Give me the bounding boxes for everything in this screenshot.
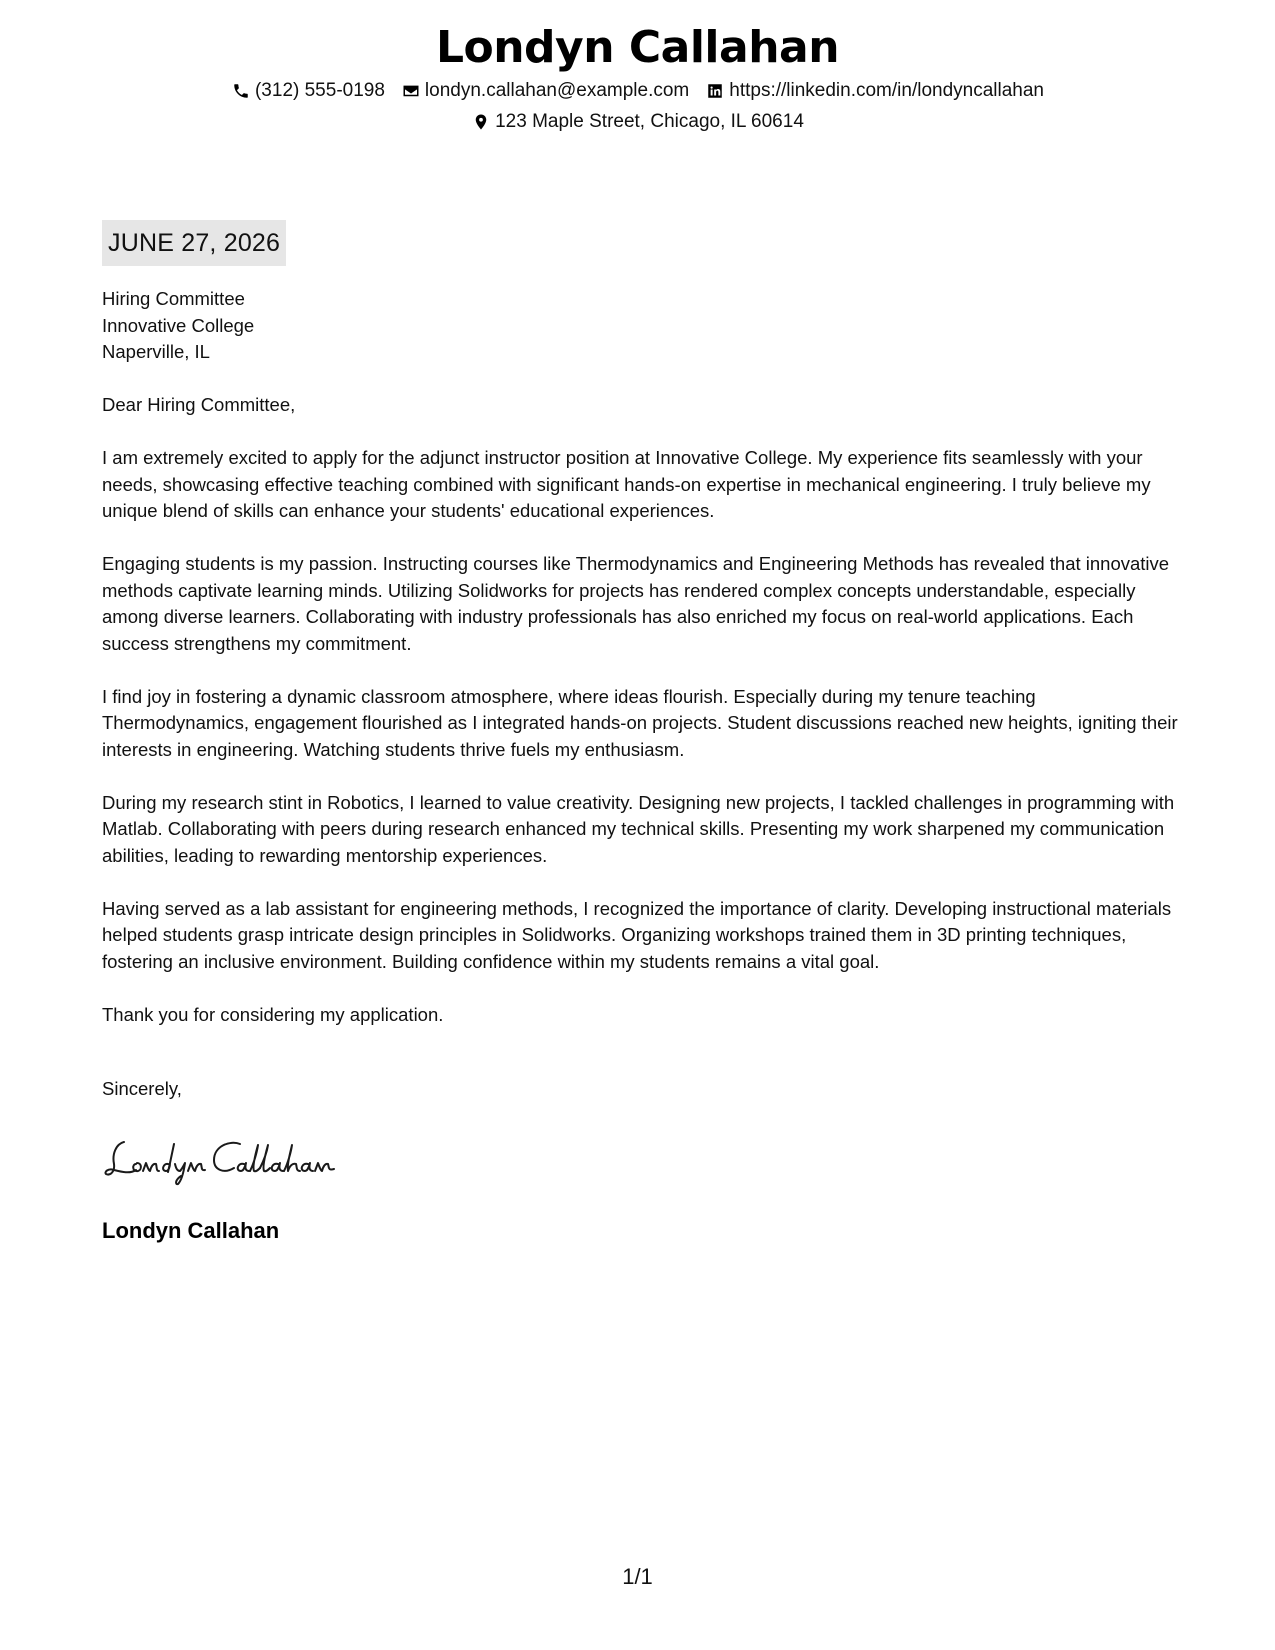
- handwritten-signature: [102, 1130, 372, 1188]
- map-marker-icon: [471, 112, 491, 132]
- envelope-icon: [401, 81, 421, 101]
- contact-email[interactable]: [401, 78, 689, 104]
- letter-header: [0, 20, 1275, 135]
- contact-address: [471, 109, 804, 135]
- body-paragraph: I am extremely excited to apply for the adjunct instructor position at Innovative College. My experience fits seamlessly with your needs, showcasing effective teaching combined with significant hands-on expertise in mechanical engineering. I truly believe my unique blend of skills can enhance your students' educational experiences.: [102, 447, 1151, 521]
- contact-phone: [231, 78, 385, 104]
- contact-row-primary: [0, 78, 1275, 104]
- applicant-name: Londyn Callahan: [435, 22, 840, 73]
- letter-body: [102, 392, 1182, 1055]
- letter-date: JUNE 27, 2026: [102, 220, 286, 266]
- recipient-block: [102, 286, 254, 366]
- closing: Sincerely,: [102, 1078, 182, 1099]
- body-paragraph: I find joy in fostering a dynamic classroom atmosphere, where ideas flourish. Especially during my tenure teaching Thermodynamics, engagement flourished as I integrated hands-on projects. Student discussions reached new heights, igniting their interests in engineering. Watching students thrive fuels my enthusiasm.: [102, 685, 1178, 760]
- address-text: 123 Maple Street, Chicago, IL 60614: [495, 111, 804, 132]
- body-paragraph: Having served as a lab assistant for engineering methods, I recognized the importance of clarity. Developing instructional materials helped students grasp intricate design principles in Solidworks. Organizing workshops trained them in 3D printing techniques, fostering an inclusive environment. Building confidence within my students remains a vital goal.: [102, 897, 1172, 972]
- linkedin-icon: [705, 81, 725, 101]
- salutation: Dear Hiring Committee,: [102, 394, 296, 415]
- body-paragraph: During my research stint in Robotics, I learned to value creativity. Designing new projects, I tackled challenges in programming with Matlab. Collaborating with peers during research enhanced my technical skills. Presenting my work sharpened my communication abilities, leading to rewarding mentorship experiences.: [102, 791, 1175, 866]
- contact-linkedin[interactable]: [705, 78, 1044, 104]
- phone-number: (312) 555-0198: [254, 80, 385, 101]
- recipient-line: Innovative College: [102, 314, 255, 336]
- recipient-line: Hiring Committee: [102, 288, 245, 309]
- email-link[interactable]: londyn.callahan@example.com: [424, 80, 690, 101]
- page-number: 1/1: [622, 1564, 653, 1589]
- recipient-line: Naperville, IL: [102, 341, 210, 362]
- phone-icon: [231, 81, 251, 101]
- body-paragraph: Engaging students is my passion. Instructing courses like Thermodynamics and Engineering Methods has revealed that innovative methods captivate learning minds. Utilizing Solidworks for projects has rendered complex concepts understandable, especially among diverse learners. Collaborating with industry professionals has also enriched my focus on real-world applications. Each success strengthens my commitment.: [102, 553, 1170, 654]
- signer-name: Londyn Callahan: [102, 1218, 280, 1243]
- linkedin-link[interactable]: https://linkedin.com/in/londyncallahan: [729, 80, 1044, 101]
- signature-graphic: [102, 1130, 372, 1188]
- body-paragraph: Thank you for considering my application.: [102, 1003, 444, 1025]
- contact-row-secondary: [0, 109, 1275, 135]
